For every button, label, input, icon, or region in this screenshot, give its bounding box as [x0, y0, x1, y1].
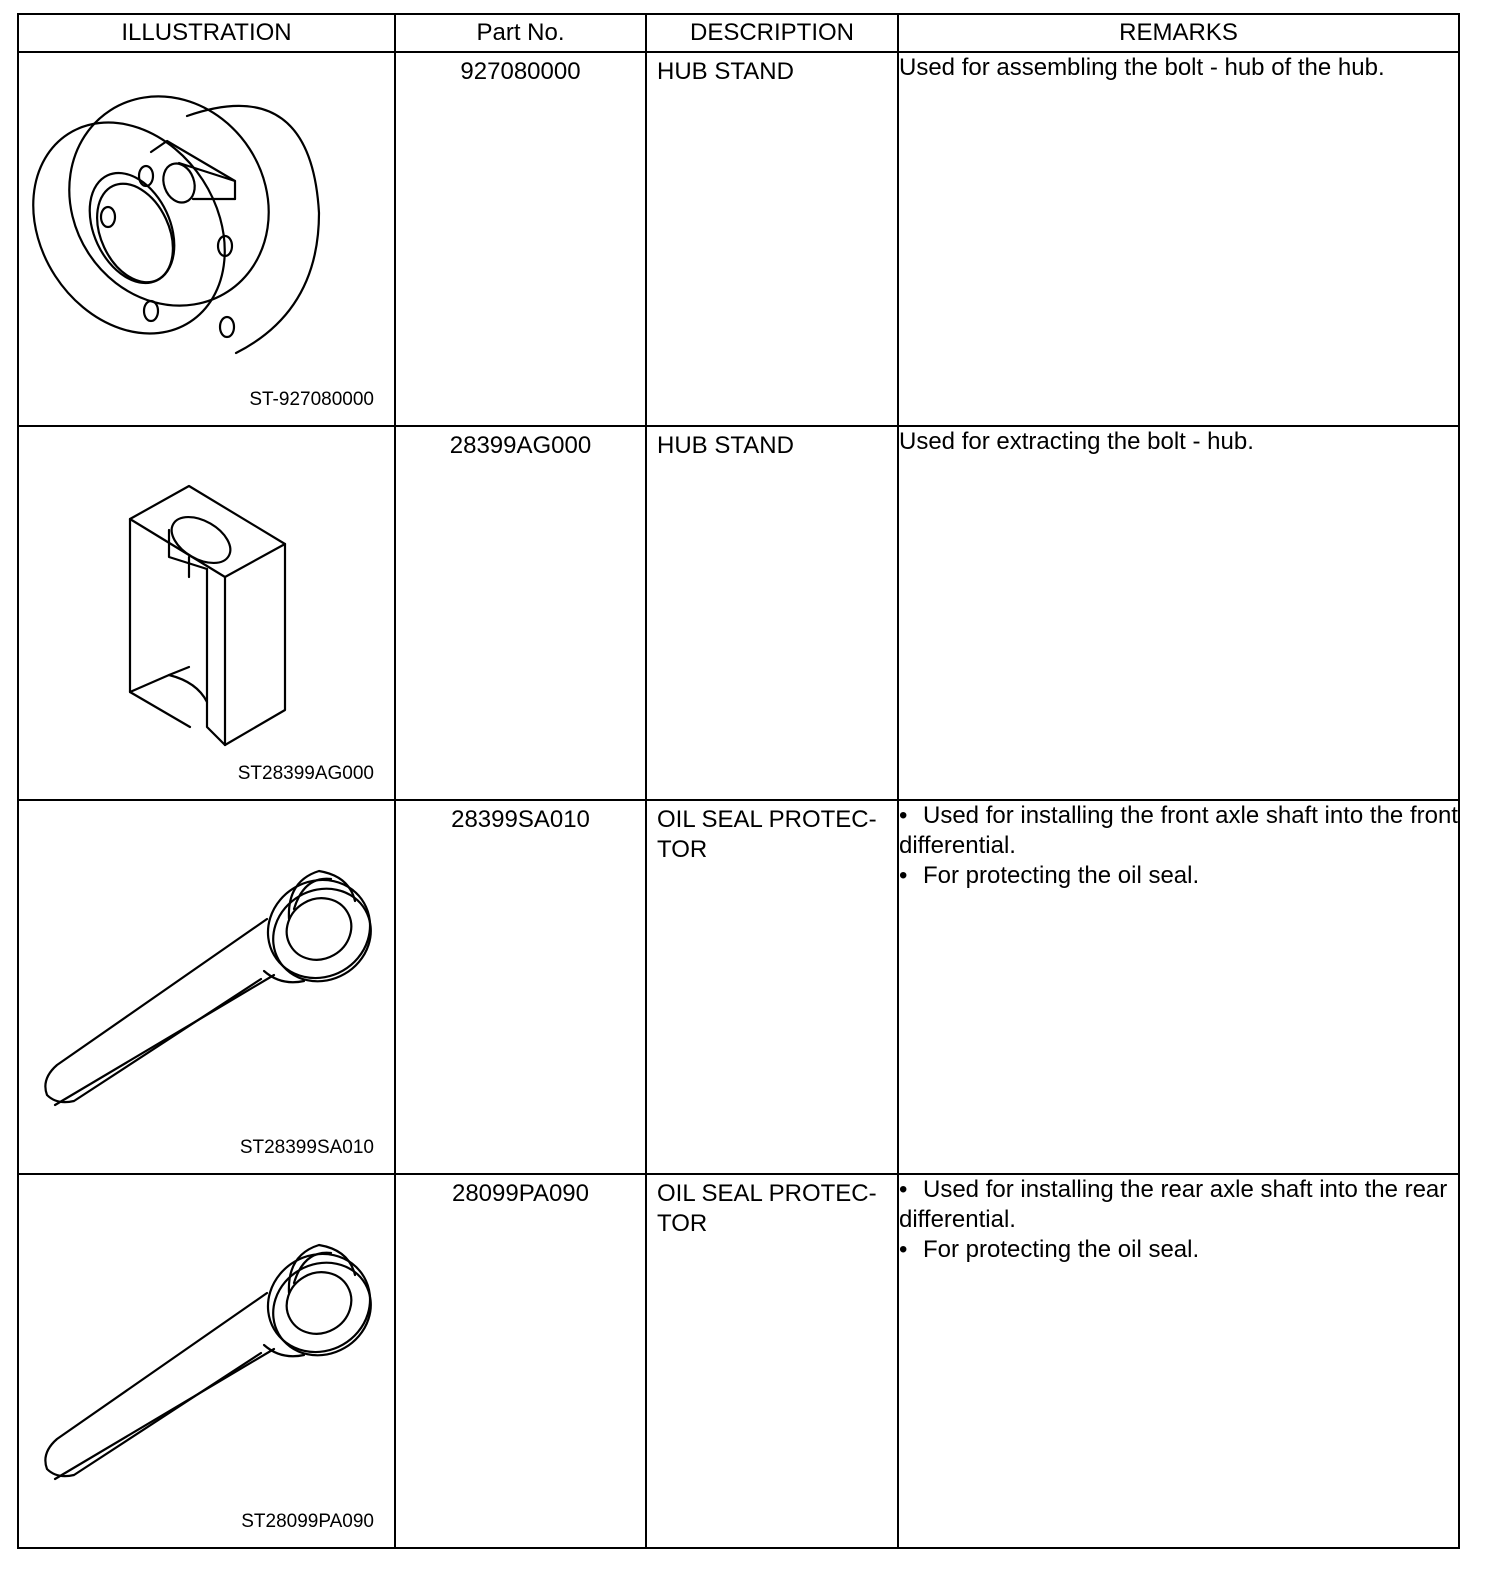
description-cell	[646, 1174, 898, 1548]
part-number: 28399AG000	[449, 432, 592, 459]
remark-text: Used for extracting the bolt - hub.	[899, 428, 1254, 455]
description-cell	[646, 800, 898, 1174]
illustration-code: ST-927080000	[249, 389, 374, 410]
tool-description: HUB STAND	[657, 432, 794, 459]
description-cell	[646, 426, 898, 800]
illustration-cell	[18, 52, 395, 426]
remark-item	[899, 861, 1458, 891]
special-tools-table	[17, 13, 1460, 1549]
oil-seal-protector-icon	[19, 1175, 396, 1547]
part-no-cell	[395, 1174, 646, 1548]
bullet-icon: •	[899, 1176, 908, 1203]
table-row	[18, 800, 1459, 1174]
illustration-cell	[18, 426, 395, 800]
part-number: 28399SA010	[451, 806, 590, 833]
remarks-cell	[898, 52, 1459, 426]
remark-item	[899, 1175, 1458, 1235]
oil-seal-protector-icon	[19, 801, 396, 1173]
remark-text: For protecting the oil seal.	[923, 862, 1200, 889]
part-no-cell	[395, 800, 646, 1174]
part-no-cell	[395, 52, 646, 426]
tool-description: OIL SEAL PROTEC- TOR	[657, 1180, 877, 1237]
remark-text: Used for installing the rear axle shaft into the rear differential.	[899, 1176, 1448, 1233]
remarks-cell	[898, 1174, 1459, 1548]
header-remarks: REMARKS	[898, 14, 1459, 52]
bullet-icon: •	[899, 1236, 908, 1263]
tool-description: HUB STAND	[657, 58, 794, 85]
illustration-cell	[18, 1174, 395, 1548]
remarks-cell	[898, 426, 1459, 800]
table-header-row	[18, 14, 1459, 52]
illustration-code: ST28399AG000	[237, 763, 374, 784]
illustration-code: ST28099PA090	[241, 1511, 374, 1532]
remark-item	[899, 801, 1458, 861]
table-row	[18, 52, 1459, 426]
header-illustration: ILLUSTRATION	[18, 14, 395, 52]
part-number: 927080000	[460, 58, 581, 85]
remark-text: Used for assembling the bolt - hub of the hub.	[899, 54, 1385, 81]
description-cell	[646, 52, 898, 426]
remarks-list	[899, 1175, 1458, 1265]
header-part-no: Part No.	[395, 14, 646, 52]
bullet-icon: •	[899, 862, 908, 889]
remarks-cell	[898, 800, 1459, 1174]
remarks-list	[899, 801, 1458, 891]
header-description: DESCRIPTION	[646, 14, 898, 52]
table-row	[18, 1174, 1459, 1548]
hub-stand-block-icon	[19, 427, 396, 799]
part-number: 28099PA090	[451, 1180, 589, 1207]
table-row	[18, 426, 1459, 800]
tool-description: OIL SEAL PROTEC- TOR	[657, 806, 877, 863]
bullet-icon: •	[899, 802, 908, 829]
illustration-code: ST28399SA010	[239, 1137, 374, 1158]
remark-text: Used for installing the front axle shaft into the front differential.	[899, 802, 1458, 859]
part-no-cell	[395, 426, 646, 800]
illustration-cell	[18, 800, 395, 1174]
remark-text: For protecting the oil seal.	[923, 1236, 1200, 1263]
remark-item	[899, 1235, 1458, 1265]
hub-stand-round-icon	[19, 53, 396, 425]
